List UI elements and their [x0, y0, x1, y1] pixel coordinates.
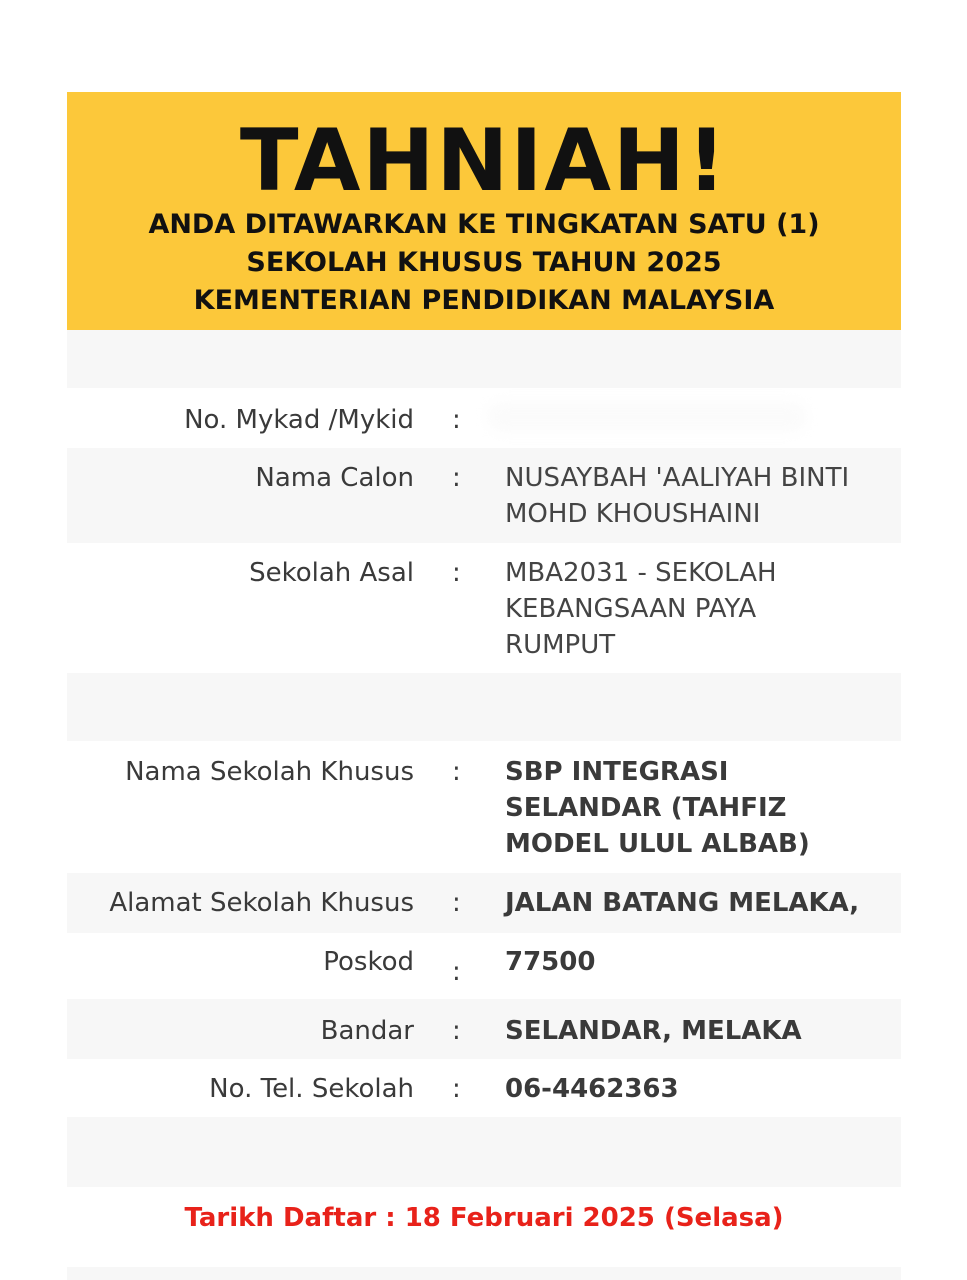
- sekolah-asal-label: Sekolah Asal: [249, 558, 414, 588]
- poskod-colon: :: [452, 957, 461, 987]
- tel-value: 06-4462363: [505, 1074, 679, 1104]
- banner-title: TAHNIAH!: [239, 111, 729, 211]
- alamat-value: JALAN BATANG MELAKA,: [505, 888, 860, 918]
- bandar-label: Bandar: [320, 1016, 414, 1046]
- offer-letter-card: [67, 92, 901, 1280]
- banner-ministry-line: KEMENTERIAN PENDIDIKAN MALAYSIA: [193, 285, 775, 316]
- sekolah-asal-value: MBA2031 - SEKOLAH KEBANGSAAN PAYA RUMPUT: [505, 558, 777, 660]
- mykad-label: No. Mykad /Mykid: [184, 405, 414, 435]
- sekolah-asal-colon: :: [452, 558, 461, 588]
- poskod-value: 77500: [505, 947, 596, 977]
- band-spacer-middle: [67, 673, 901, 741]
- banner-school-year-line: SEKOLAH KHUSUS TAHUN 2025: [246, 247, 722, 278]
- nama-calon-value: NUSAYBAH 'AALIYAH BINTI MOHD KHOUSHAINI: [505, 463, 850, 529]
- nama-calon-colon: :: [452, 463, 461, 493]
- alamat-colon: :: [452, 888, 461, 918]
- poskod-label: Poskod: [323, 947, 414, 977]
- banner-offer-line: ANDA DITAWARKAN KE TINGKATAN SATU (1): [148, 209, 820, 240]
- nama-calon-label: Nama Calon: [255, 463, 414, 493]
- bandar-value: SELANDAR, MELAKA: [505, 1016, 802, 1046]
- band-spacer-top: [67, 330, 901, 388]
- redacted-mykad-blur: [487, 402, 807, 432]
- nama-sekolah-khusus-label: Nama Sekolah Khusus: [125, 757, 414, 787]
- nama-sekolah-khusus-value: SBP INTEGRASI SELANDAR (TAHFIZ MODEL ULUL ALBAB): [505, 757, 810, 859]
- bandar-colon: :: [452, 1016, 461, 1046]
- tel-label: No. Tel. Sekolah: [209, 1074, 414, 1104]
- alamat-label: Alamat Sekolah Khusus: [109, 888, 414, 918]
- mykad-colon: :: [452, 405, 461, 435]
- nama-sekolah-khusus-colon: :: [452, 757, 461, 787]
- tel-colon: :: [452, 1074, 461, 1104]
- band-spacer-bottom: [67, 1117, 901, 1187]
- registration-date: Tarikh Daftar : 18 Februari 2025 (Selasa): [184, 1203, 784, 1233]
- congratulations-banner: [67, 92, 901, 330]
